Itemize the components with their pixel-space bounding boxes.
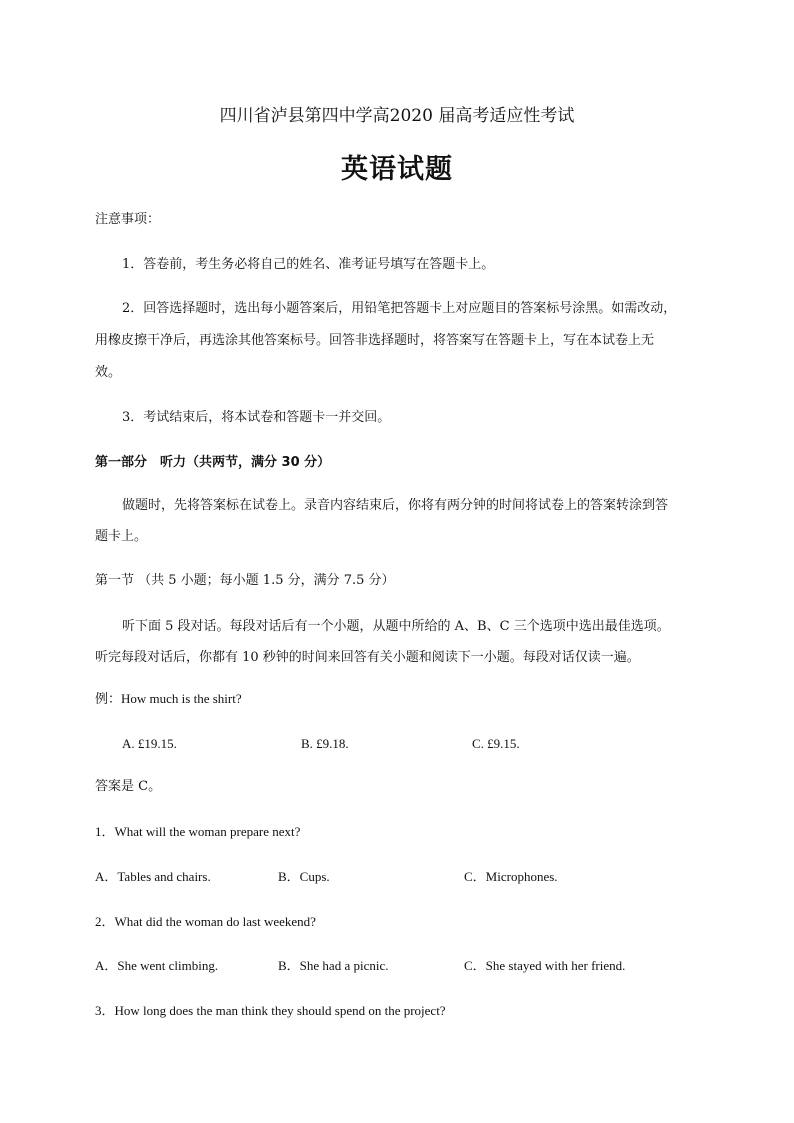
note-item-2-line-2: 用橡皮擦干净后，再选涂其他答案标号。回答非选择题时，将答案写在答题卡上，写在本试卷上无 [95,333,655,348]
section1-intro-line-1: 听下面 5 段对话。每段对话后有一个小题，从题中所给的 A、B、C 三个选项中选出最佳选项。 [122,619,670,634]
question-1-option-a: A．Tables and chairs. [95,869,211,884]
note-item-2-line-3: 效。 [95,365,122,380]
example-option-a: A. £19.15. [122,736,177,751]
note-item-2-line-1: 2．回答选择题时，选出每小题答案后，用铅笔把答题卡上对应题目的答案标号涂黑。如需改动， [122,301,677,316]
question-1-option-c: C．Microphones. [464,869,558,884]
question-2-stem: 2．What did the woman do last weekend? [95,914,316,929]
question-1-option-b: B．Cups. [278,869,330,884]
question-2-option-b: B．She had a picnic. [278,958,389,973]
example-option-c: C. £9.15. [472,736,520,751]
question-1-stem: 1．What will the woman prepare next? [95,824,301,839]
question-3-stem: 3．How long does the man think they should spend on the project? [95,1003,446,1018]
part1-heading: 第一部分 听力（共两节，满分 30 分） [95,455,331,470]
question-2-option-a: A．She went climbing. [95,958,219,973]
exam-title: 英语试题 [341,154,453,185]
example-question: 例：How much is the shirt? [95,691,242,706]
part1-intro-line-1: 做题时，先将答案标在试卷上。录音内容结束后，你将有两分钟的时间将试卷上的答案转涂到答 [122,498,669,513]
section1-heading: 第一节 （共 5 小题；每小题 1.5 分，满分 7.5 分） [95,573,395,588]
example-option-b: B. £9.18. [301,736,349,751]
notes-heading: 注意事项： [95,212,161,227]
note-item-3: 3．考试结束后，将本试卷和答题卡一并交回。 [122,410,391,425]
part1-intro-line-2: 题卡上。 [95,529,148,544]
exam-subtitle: 四川省泸县第四中学高2020 届高考适应性考试 [219,106,575,126]
question-2-option-c: C．She stayed with her friend. [464,958,626,973]
section1-intro-line-2: 听完每段对话后，你都有 10 秒钟的时间来回答有关小题和阅读下一小题。每段对话仅读一遍。 [95,650,640,665]
example-answer: 答案是 C。 [95,779,162,794]
note-item-1: 1．答卷前，考生务必将自己的姓名、准考证号填写在答题卡上。 [122,257,495,272]
